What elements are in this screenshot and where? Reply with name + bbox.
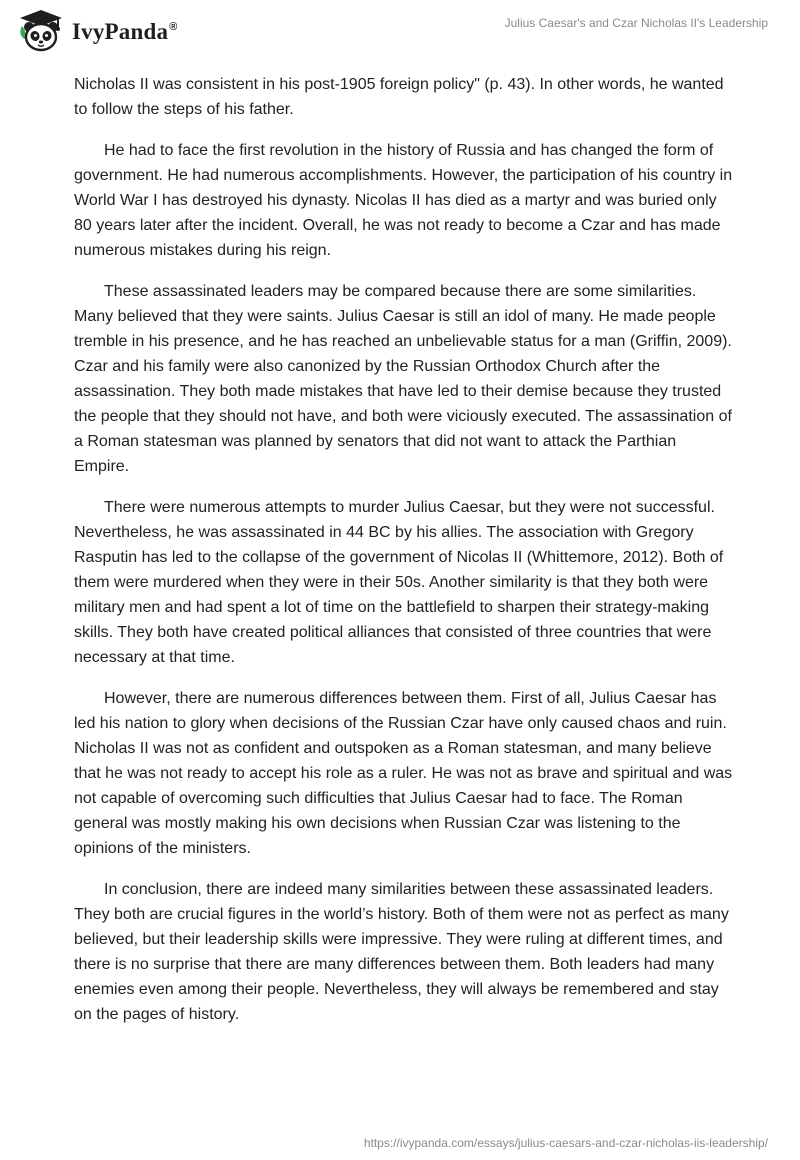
panda-graduate-logo-icon [16,8,66,54]
paragraph: In conclusion, there are indeed many similarities between these assassinated leaders. They both are crucial figures in the world’s history. Both of them were not as perfect as many believed, but their leadership skills were impressive. They were ruling at different times, and there is no surprise that there are many differences between them. Both leaders had many enemies even among their people. Nevertheless, they will always be remembered and stay on the pages of history. [74,881,729,1023]
document-title: Julius Caesar's and Czar Nicholas II's Leadership [504,16,768,30]
registered-mark: ® [169,21,178,34]
logo-text: IvyPanda [72,19,169,44]
page-header [0,0,800,60]
paragraph: There were numerous attempts to murder Julius Caesar, but they were not successful. Nevertheless, he was assassinated in 44 BC by his allies. The association with Gregory Rasputin has led to the collapse of the government of Nicolas II (Whittemore, 2012). Both of them were murdered when they were in their 50s. Another similarity is that they both were military men and had spent a lot of time on the battlefield to sharpen their strategy-making skills. They both have created political alliances that consisted of three countries that were necessary at that time. [74,499,724,666]
essay-body [74,72,734,1043]
ivypanda-logo[interactable] [16,8,178,54]
logo-wordmark [72,19,178,45]
paragraph: These assassinated leaders may be compared because there are some similarities. Many believed that they were saints. Julius Caesar is still an idol of many. He made people tremble in his presence, and he has reached an unbelievable status for a man (Griffin, 2009). Czar and his family were also canonized by the Russian Orthodox Church after the assassination. They both made mistakes that have led to their demise because they trusted the people that they should not have, and both were viciously executed. The assassination of a Roman statesman was planned by senators that did not want to attack the Parthian Empire. [74,283,732,475]
paragraph: However, there are numerous differences between them. First of all, Julius Caesar has led his nation to glory when decisions of the Russian Czar have only caused chaos and ruin. Nicholas II was not as confident and outspoken as a Roman statesman, and many believe that he was not ready to accept his role as a ruler. He was not as brave and spiritual and was not capable of overcoming such difficulties that Julius Caesar had to face. The Roman general was mostly making his own decisions when Russian Czar was listening to the opinions of the ministers. [74,690,733,857]
paragraph: He had to face the first revolution in the history of Russia and has changed the form of government. He had numerous accomplishments. However, the participation of his country in World War I has destroyed his dynasty. Nicolas II has died as a martyr and was buried only 80 years later after the incident. Overall, he was not ready to become a Czar and has made numerous mistakes during his reign. [74,142,733,259]
source-url[interactable]: https://ivypanda.com/essays/julius-caesars-and-czar-nicholas-iis-leadership/ [363,1136,768,1150]
paragraph: Nicholas II was consistent in his post-1905 foreign policy" (p. 43). In other words, he wanted to follow the steps of his father. [74,76,724,118]
